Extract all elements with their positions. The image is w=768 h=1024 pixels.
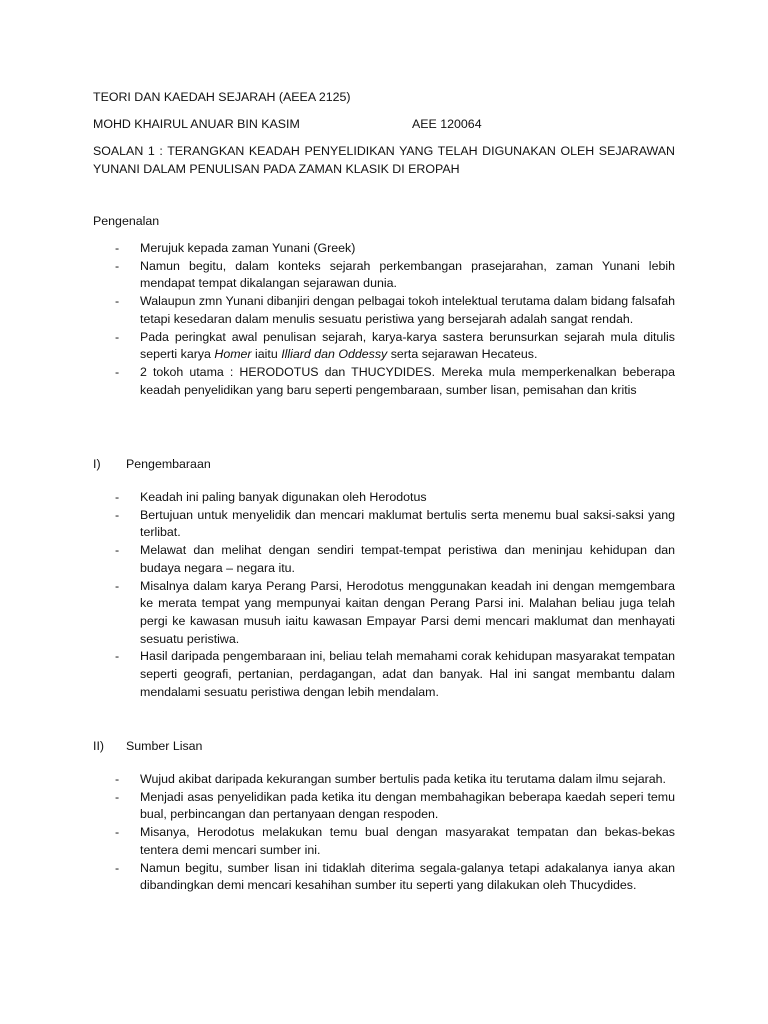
list-item: - Misalnya dalam karya Perang Parsi, Herodotus menggunakan keadah ini dengan memgembara ke merata tempat yang mempunyai kaitan dengan Perang Parsi ini. Malahan beliau juga telah pergi ke kawasan musuh iaitu kawasan Empayar Parsi demi mencari maklumat dan menhayati sesuatu peristiwa. (115, 578, 675, 646)
question-text: SOALAN 1 : TERANGKAN KEADAH PENYELIDIKAN YANG TELAH DIGUNAKAN OLEH SEJARAWAN YUNANI DALAM PENULISAN PADA ZAMAN KLASIK DI EROPAH (93, 144, 675, 176)
list-item: - Misanya, Herodotus melakukan temu bual dengan masyarakat tempatan dan bekas-bekas tentera demi mencari sumber ini. (115, 825, 675, 857)
list-item: - Merujuk kepada zaman Yunani (Greek) (115, 241, 356, 255)
list-item: - Bertujuan untuk menyelidik dan mencari maklumat bertulis serta menemu bual saksi-saksi yang terlibat. (115, 507, 675, 540)
list-item: - Namun begitu, sumber lisan ini tidaklah diterima segala-galanya tetapi adakalanya ianya akan dibandingkan demi mencari kesahihan sumber itu seperti yang dilakukan oleh Thucydides. (115, 860, 675, 893)
list-item: - 2 tokoh utama : HERODOTUS dan THUCYDIDES. Mereka mula memperkenalkan beberapa keadah penyelidikan yang baru seperti pengembaraan, sumber lisan, pemisahan dan kritis (115, 364, 675, 397)
list-item: - Hasil daripada pengembaraan ini, beliau telah memahami corak kehidupan masyarakat tempatan seperti geografi, pertanian, perdagangan, adat dan banyak. Hal ini sangat membantu dalam mendalami sesuatu peristiwa dengan lebih mendalam. (115, 649, 675, 699)
list-item: - Walaupun zmn Yunani dibanjiri dengan pelbagai tokoh intelektual terutama dalam bidang falsafah tetapi kesedaran dalam menulis sesuatu peristiwa yang bersejarah adalah sangat rendah. (115, 294, 675, 326)
list-item: - Pada peringkat awal penulisan sejarah, karya-karya sastera berunsurkan sejarah mula ditulis seperti karya Homer iaitu Illiard dan Oddessy serta sejarawan Hecateus. (115, 329, 675, 362)
course-title: TEORI DAN KAEDAH SEJARAH (AEEA 2125) (93, 90, 351, 104)
list-item: - Melawat dan melihat dengan sendiri tempat-tempat peristiwa dan meninjau kehidupan dan budaya negara – negara itu. (115, 543, 675, 575)
list-item: - Wujud akibat daripada kekurangan sumber bertulis pada ketika itu terutama dalam ilmu sejarah. (115, 772, 666, 786)
section-heading-sumber-lisan: II) Sumber Lisan (93, 739, 203, 753)
illiard-italic: Illiard dan Oddessy (281, 347, 388, 362)
list-item: - Namun begitu, dalam konteks sejarah perkembangan prasejarahan, zaman Yunani lebih mendapat tempat dikalangan sejarawan dunia. (115, 258, 675, 291)
sumber-lisan-list (93, 771, 675, 895)
intro-heading: Pengenalan (93, 214, 160, 228)
student-line (93, 115, 675, 133)
section-heading-pengembaraan: I) Pengembaraan (93, 457, 211, 471)
homer-italic: Homer (214, 347, 252, 362)
pengembaraan-list (93, 489, 675, 701)
intro-list (93, 240, 675, 399)
list-item: - Keadah ini paling banyak digunakan oleh Herodotus (115, 490, 427, 504)
list-item: - Menjadi asas penyelidikan pada ketika itu dengan membahagikan beberapa kaedah seperi temu bual, perbincangan dan pertanyaan dengan respoden. (115, 789, 675, 822)
student-name: MOHD KHAIRUL ANUAR BIN KASIM (93, 117, 300, 131)
student-id: AEE 120064 (412, 117, 482, 131)
